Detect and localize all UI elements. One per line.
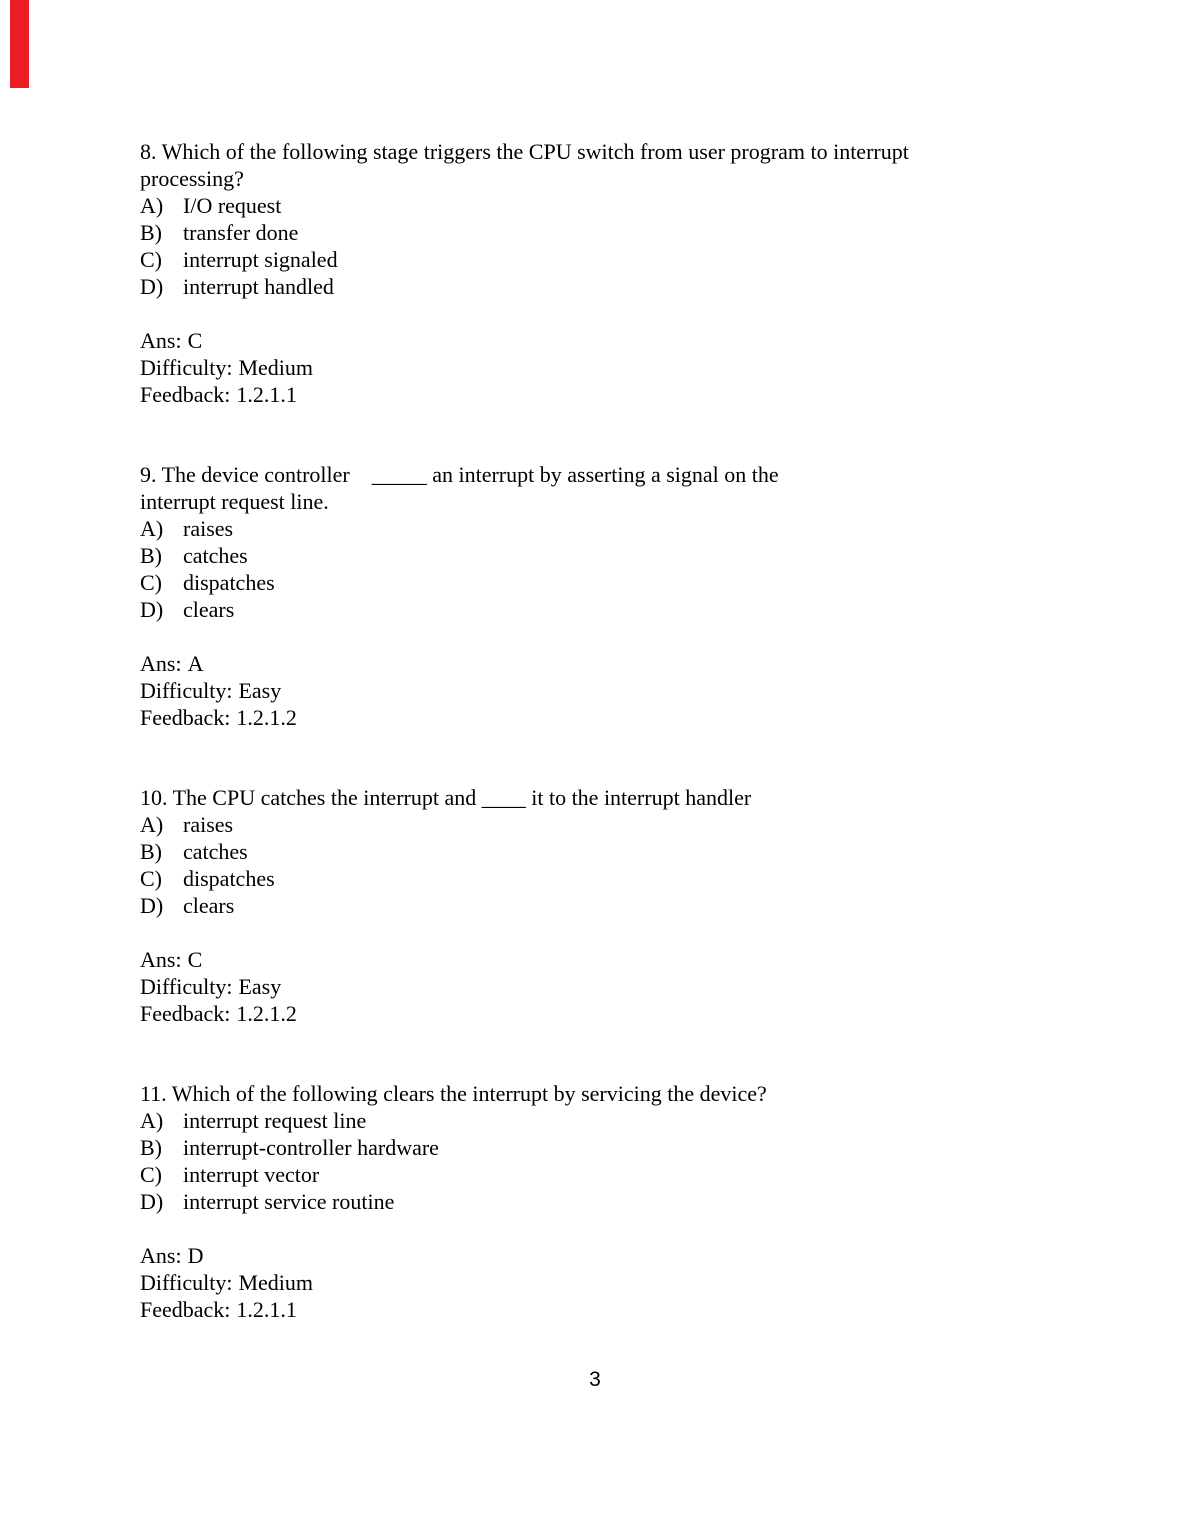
feedback-label: Feedback:: [140, 1297, 231, 1322]
option-letter: D): [140, 274, 164, 299]
option-letter: D): [140, 893, 164, 918]
feedback-line: [140, 1000, 1120, 1027]
page-number: 3: [589, 1368, 601, 1391]
difficulty-line: [140, 677, 1120, 704]
question-block-9: [140, 461, 1120, 731]
feedback-line: [140, 1296, 1120, 1323]
option-letter: B): [140, 1135, 162, 1160]
option-text: interrupt-controller hardware: [183, 1135, 439, 1160]
question-stem-line: interrupt request line.: [140, 489, 329, 514]
option-text: interrupt vector: [183, 1162, 320, 1187]
question-meta: [140, 946, 1120, 1027]
question-meta: [140, 327, 1120, 408]
difficulty-value: Easy: [238, 678, 282, 703]
question-stem-line: 10. The CPU catches the interrupt and ____ it to the interrupt handler: [140, 785, 752, 810]
feedback-value: 1.2.1.1: [236, 1297, 297, 1322]
question-stem-line: 11. Which of the following clears the interrupt by servicing the device?: [140, 1081, 767, 1106]
question-block-8: [140, 138, 1120, 408]
feedback-value: 1.2.1.2: [236, 1001, 297, 1026]
difficulty-value: Medium: [238, 1270, 314, 1295]
question-block-11: [140, 1080, 1120, 1323]
option-row: [140, 192, 1120, 219]
option-letter: A): [140, 193, 164, 218]
difficulty-value: Medium: [238, 355, 314, 380]
option-letter: A): [140, 1108, 164, 1133]
option-text: interrupt handled: [183, 274, 334, 299]
option-row: [140, 246, 1120, 273]
answer-label: Ans:: [140, 1243, 182, 1268]
feedback-label: Feedback:: [140, 382, 231, 407]
question-stem-line: 9. The device controller _____ an interrupt by asserting a signal on the: [140, 462, 779, 487]
feedback-line: [140, 381, 1120, 408]
red-annotation-marker: [10, 0, 29, 88]
option-letter: B): [140, 543, 162, 568]
option-letter: C): [140, 866, 162, 891]
option-row: [140, 219, 1120, 246]
question-stem-line: processing?: [140, 166, 244, 191]
option-letter: D): [140, 597, 164, 622]
option-letter: A): [140, 812, 164, 837]
answer-line: [140, 650, 1120, 677]
option-letter: C): [140, 570, 162, 595]
option-text: interrupt request line: [183, 1108, 367, 1133]
answer-line: [140, 946, 1120, 973]
feedback-line: [140, 704, 1120, 731]
option-letter: A): [140, 516, 164, 541]
answer-value: C: [187, 328, 203, 353]
answer-value: D: [187, 1243, 204, 1268]
option-text: I/O request: [183, 193, 282, 218]
option-row: [140, 596, 1120, 623]
option-row: [140, 1188, 1120, 1215]
option-text: raises: [183, 812, 234, 837]
option-text: catches: [183, 839, 248, 864]
answer-label: Ans:: [140, 651, 182, 676]
difficulty-label: Difficulty:: [140, 1270, 233, 1295]
answer-label: Ans:: [140, 328, 182, 353]
feedback-value: 1.2.1.1: [236, 382, 297, 407]
option-row: [140, 569, 1120, 596]
difficulty-line: [140, 973, 1120, 1000]
option-text: interrupt service routine: [183, 1189, 395, 1214]
option-row: [140, 892, 1120, 919]
option-text: interrupt signaled: [183, 247, 338, 272]
difficulty-line: [140, 354, 1120, 381]
option-row: [140, 1161, 1120, 1188]
option-text: clears: [183, 597, 235, 622]
difficulty-label: Difficulty:: [140, 974, 233, 999]
option-row: [140, 1107, 1120, 1134]
difficulty-label: Difficulty:: [140, 355, 233, 380]
answer-value: C: [187, 947, 203, 972]
option-text: dispatches: [183, 570, 275, 595]
question-meta: [140, 1242, 1120, 1323]
question-block-10: [140, 784, 1120, 1027]
feedback-label: Feedback:: [140, 1001, 231, 1026]
option-row: [140, 811, 1120, 838]
option-row: [140, 515, 1120, 542]
option-text: catches: [183, 543, 248, 568]
difficulty-line: [140, 1269, 1120, 1296]
option-text: raises: [183, 516, 234, 541]
answer-value: A: [187, 651, 204, 676]
option-row: [140, 1134, 1120, 1161]
question-stem-line: 8. Which of the following stage triggers the CPU switch from user program to interrupt: [140, 139, 909, 164]
answer-line: [140, 327, 1120, 354]
option-text: dispatches: [183, 866, 275, 891]
difficulty-value: Easy: [238, 974, 282, 999]
option-letter: C): [140, 247, 162, 272]
feedback-label: Feedback:: [140, 705, 231, 730]
difficulty-label: Difficulty:: [140, 678, 233, 703]
feedback-value: 1.2.1.2: [236, 705, 297, 730]
answer-line: [140, 1242, 1120, 1269]
page-content: [140, 138, 1120, 1323]
answer-label: Ans:: [140, 947, 182, 972]
option-row: [140, 865, 1120, 892]
option-row: [140, 542, 1120, 569]
option-letter: C): [140, 1162, 162, 1187]
option-text: transfer done: [183, 220, 299, 245]
option-text: clears: [183, 893, 235, 918]
option-letter: B): [140, 839, 162, 864]
option-row: [140, 273, 1120, 300]
option-letter: D): [140, 1189, 164, 1214]
option-letter: B): [140, 220, 162, 245]
question-meta: [140, 650, 1120, 731]
option-row: [140, 838, 1120, 865]
